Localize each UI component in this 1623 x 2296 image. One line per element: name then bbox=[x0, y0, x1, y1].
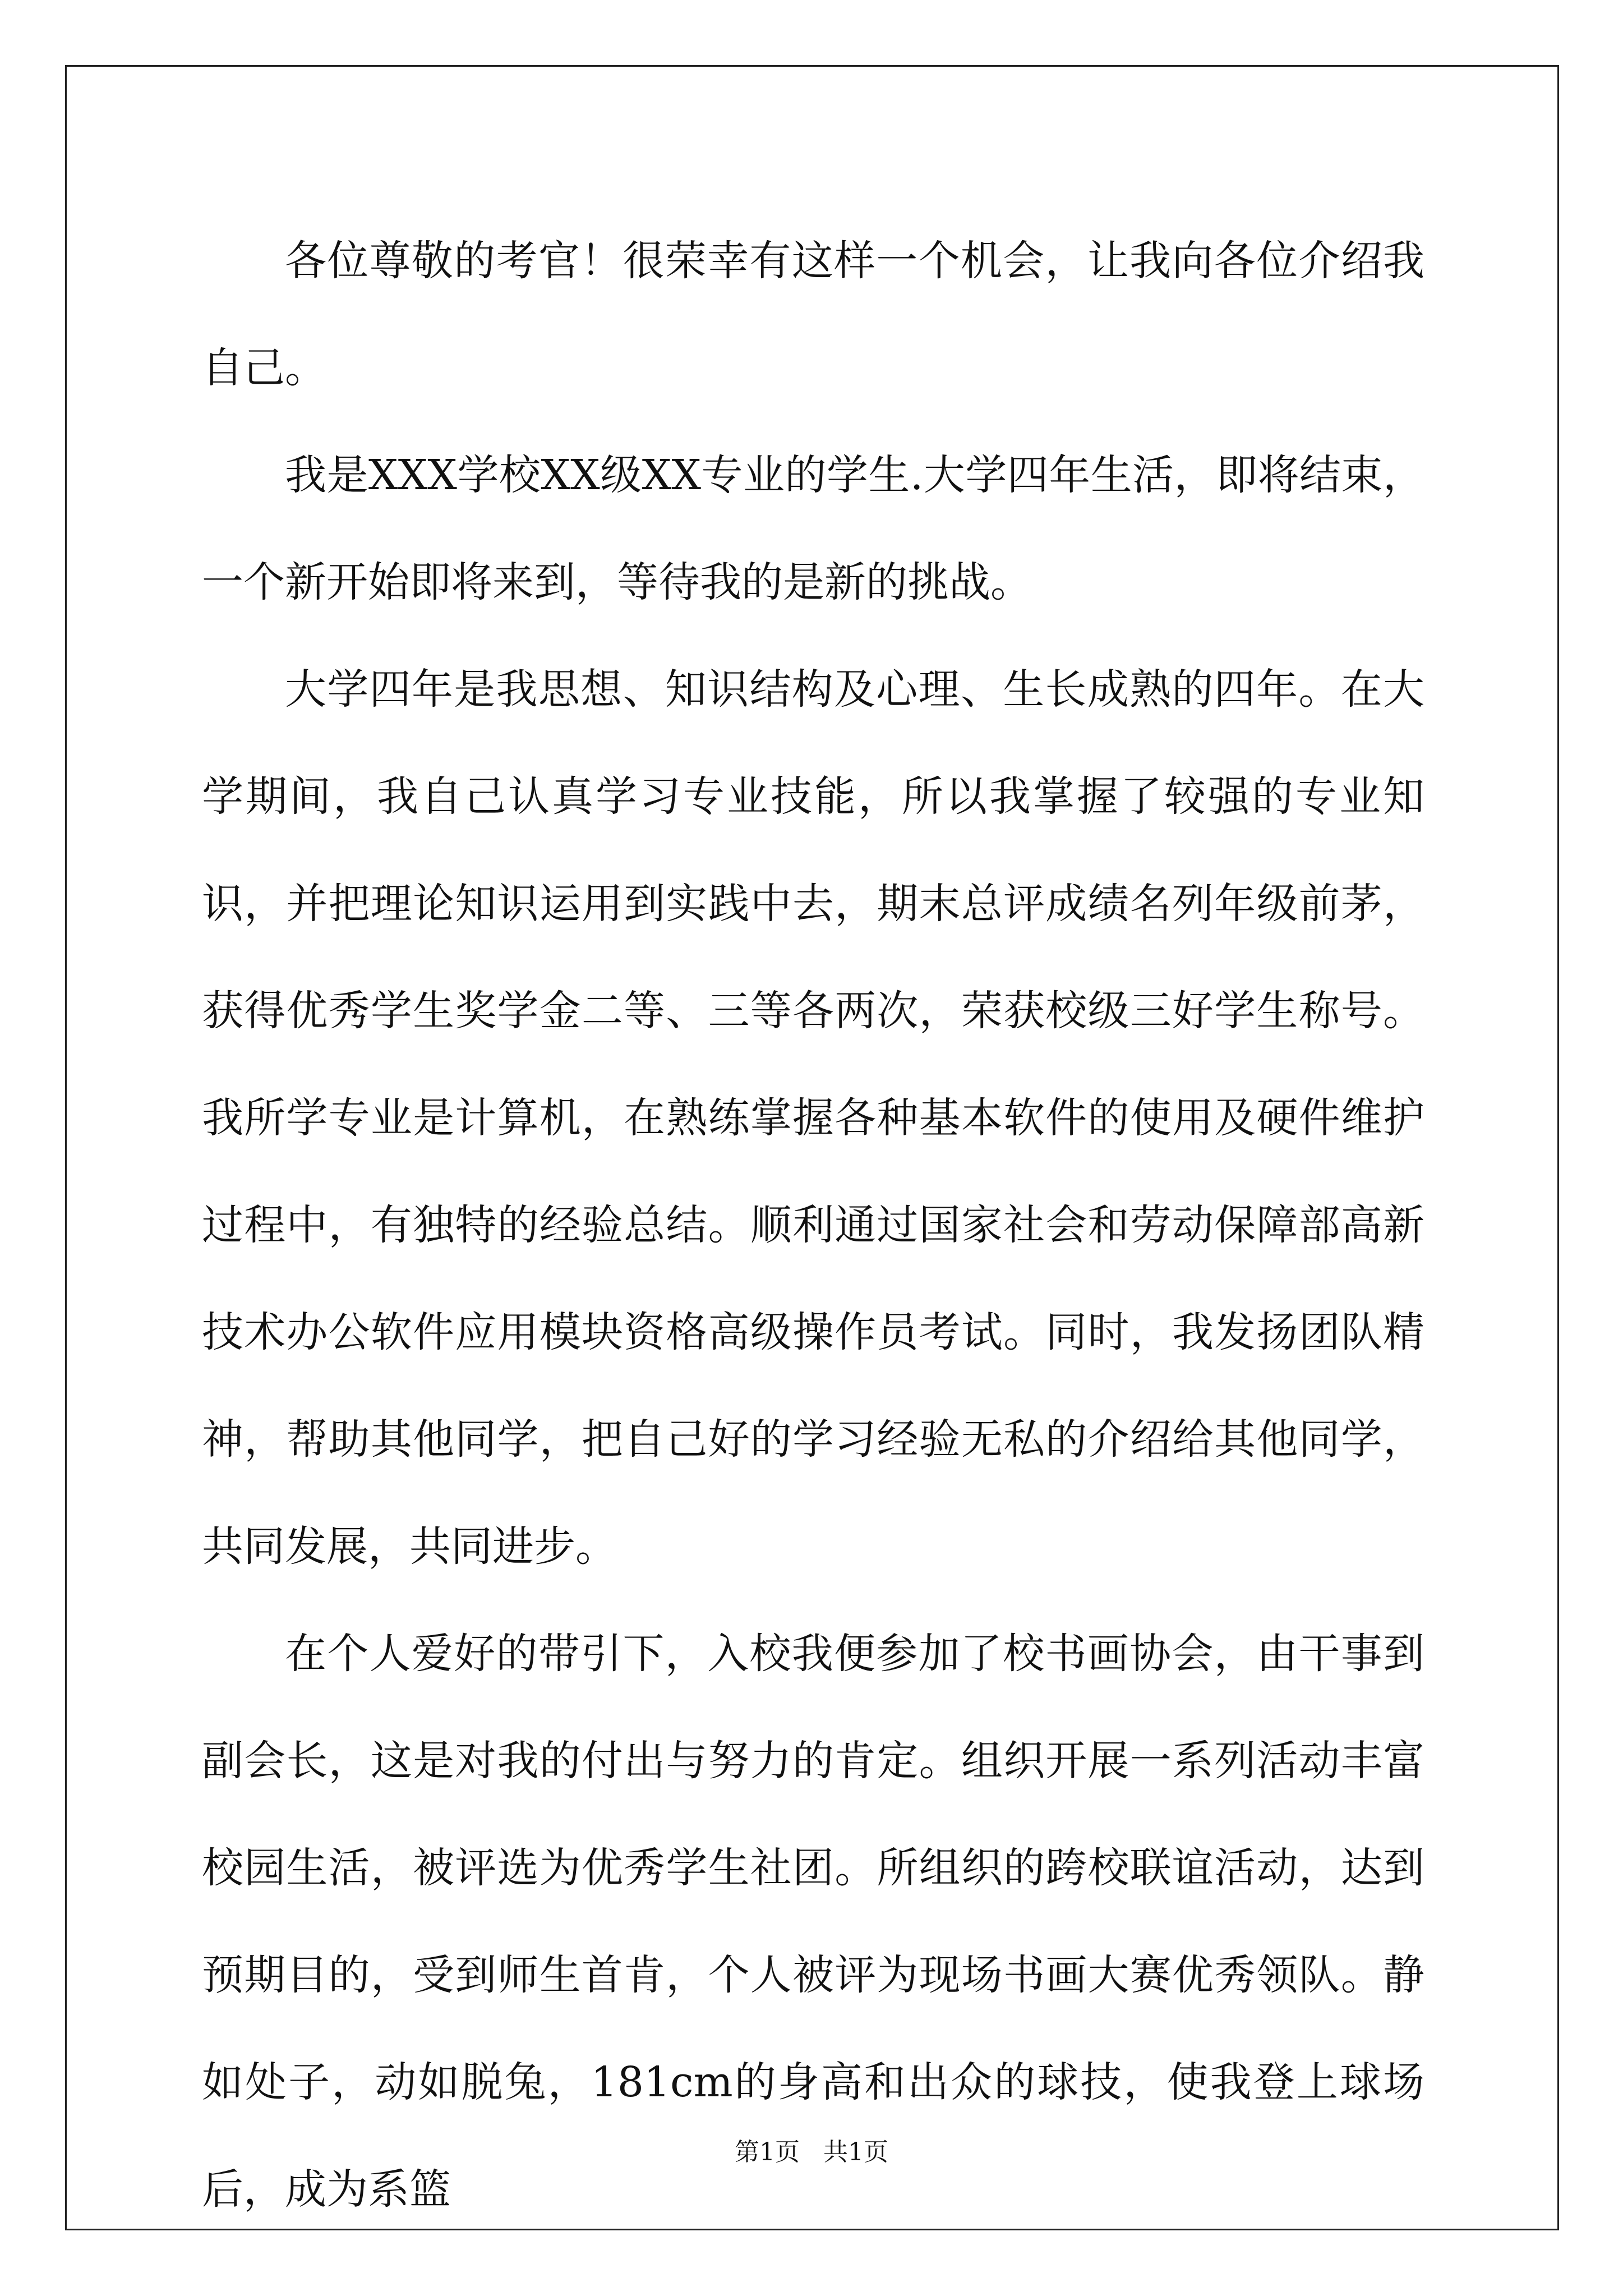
paragraph-university-study: 大学四年是我思想、知识结构及心理、生长成熟的四年。在大学期间，我自己认真学习专业技能，所以我掌握了较强的专业知识，并把理论知识运用到实践中去，期末总评成绩名列年级前茅，获得优秀学生奖学金二等、三等各两次，荣获校级三好学生称号。我所学专业是计算机，在熟练掌握各种基本软件的使用及硬件维护过程中，有独特的经验总结。顺利通过国家社会和劳动保障部高新技术办公软件应用模块资格高级操作员考试。同时，我发扬团队精神，帮助其他同学，把自己好的学习经验无私的介绍给其他同学，共同发展，共同进步。 bbox=[202, 665, 1424, 1571]
document-body bbox=[202, 208, 1424, 2243]
paragraph-greeting: 各位尊敬的考官！很荣幸有这样一个机会，让我向各位介绍我自己。 bbox=[202, 237, 1424, 392]
paragraph-hobbies: 在个人爱好的带引下，入校我便参加了校书画协会，由干事到副会长，这是对我的付出与努力的肯定。组织开展一系列活动丰富校园生活，被评选为优秀学生社团。所组织的跨校联谊活动，达到预期目的，受到师生首肯，个人被评为现场书画大赛优秀领队。静如处子，动如脱兔，181cm的身高和出众的球技，使我登上球场后，成为系篮 bbox=[202, 1630, 1424, 2214]
page-number: 第1页 bbox=[735, 2138, 800, 2166]
page-footer bbox=[0, 2132, 1623, 2168]
paragraph-introduction: 我是XXX学校XX级XX专业的学生.大学四年生活，即将结束，一个新开始即将来到，等待我的是新的挑战。 bbox=[202, 451, 1424, 606]
page-total: 共1页 bbox=[823, 2138, 888, 2166]
